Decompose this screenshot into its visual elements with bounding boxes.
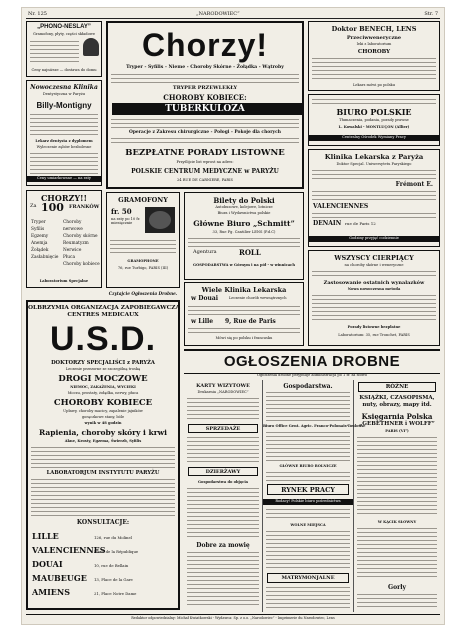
gebethner-heading: „GEBETHNER i WOLFF” bbox=[359, 421, 435, 427]
address-label: 126, rue du Molinel bbox=[94, 535, 132, 540]
wszyscy-cierpiacy-ad bbox=[308, 250, 440, 346]
list-item: Tryper bbox=[31, 220, 46, 225]
chorzy-main-section3: BEZPŁATNE PORADY LISTOWNE bbox=[125, 148, 285, 158]
biuro-top-body bbox=[312, 98, 436, 106]
dobre-body bbox=[187, 551, 259, 607]
drobne-col2 bbox=[263, 380, 366, 612]
wszyscy-footer: Laboratorium: 35, rue Tronchet, PARIS bbox=[338, 333, 410, 337]
list-item: Reumatyzm bbox=[63, 241, 89, 246]
drobne-header bbox=[184, 349, 440, 374]
klinika-body2 bbox=[312, 190, 436, 200]
wszyscy-subtitle: na choroby skórne i weneryczne bbox=[344, 263, 404, 267]
bilety-title: Bilety do Polski bbox=[213, 196, 275, 205]
dzierzawy-heading-box bbox=[188, 467, 258, 476]
list-item: Żołądek bbox=[31, 248, 49, 253]
usd-konsultacje: KONSULTACJE: bbox=[76, 519, 130, 526]
gorly-body bbox=[357, 593, 437, 609]
klinika-body3 bbox=[312, 212, 436, 218]
usd-choroby: CHOROBY KOBIECE bbox=[53, 398, 153, 408]
gramofony-title: GRAMOFONY bbox=[118, 196, 168, 204]
benech-line4: Lekarz mówi po polsku bbox=[352, 83, 396, 87]
phono-subtitle: Gramofony, płyty, części składowe bbox=[33, 32, 95, 36]
nowoczesna-line1: Lekarz dentysta z dyplomem bbox=[35, 139, 93, 143]
biuro-office: Biuro Office Gent. Agric. Franco-Polonais-Toulouse bbox=[263, 424, 366, 428]
chorzy-main-line2: TRYPER PRZEWLEKŁY bbox=[172, 85, 238, 91]
glowne-body bbox=[266, 471, 350, 481]
phono-text: Ceny najniższe — dostawa do domu bbox=[31, 68, 97, 72]
wiele-title: Wiele Klinika Lekarska bbox=[201, 286, 287, 294]
bilety-ad bbox=[184, 192, 304, 280]
wiele-subtitle: Leczenie chorób wewnętrznych bbox=[229, 296, 287, 300]
nowoczesna-footer: Ceny umiarkowane — na raty bbox=[27, 176, 101, 182]
chorzy-main-address: 24 RUE DE CARNIERE, PARIS bbox=[177, 178, 233, 182]
list-item: Choroby kobiece bbox=[63, 262, 100, 267]
klinika-body1 bbox=[312, 169, 436, 179]
usd-line1: DOKTORZY SPECJALIŚCI z PARYŻA bbox=[51, 360, 155, 366]
usd-line7: wynik w 48 godzin bbox=[84, 421, 122, 425]
chorzy-100-ad bbox=[26, 190, 102, 288]
city-label: DOUAI bbox=[32, 559, 63, 569]
usd-skin: Rapienia, choroby skóry i krwi bbox=[39, 428, 167, 437]
karty-heading: KARTY WIZYTOWE bbox=[196, 383, 250, 389]
gramofony-body bbox=[110, 239, 176, 255]
wiele-line2: 9, Rue de Paris bbox=[225, 318, 276, 325]
klinika-city2: DENAIN bbox=[313, 220, 342, 227]
czytajcie-note: Czytajcie Ogłoszenia Drobne. bbox=[108, 291, 178, 296]
benech-line2: leki z laboratorium bbox=[356, 42, 392, 46]
gramophone-icon bbox=[83, 38, 99, 56]
nowoczesna-body bbox=[30, 113, 98, 135]
wiele-body2 bbox=[188, 327, 300, 333]
chorzy-unit: FRANKÓW bbox=[69, 204, 100, 210]
matrymoniale-heading: MATRYMONJALNE bbox=[281, 575, 335, 581]
ksiazki-heading: KSIĄŻKI, CZASOPISMA, nuty, obrazy, mapy itd. bbox=[359, 395, 435, 408]
usd-top1: OLBRZYMIA ORGANIZACJA ZAPOBIEGAWCZA bbox=[28, 305, 180, 311]
drobne-col3 bbox=[354, 380, 440, 612]
sprzedaze-body bbox=[187, 436, 259, 464]
rynek-heading-box bbox=[267, 484, 349, 495]
benech-body bbox=[312, 57, 436, 81]
chorzy-left-list bbox=[31, 219, 58, 261]
list-item: Egzemy bbox=[31, 234, 49, 239]
wiele-line1: w Lille bbox=[191, 318, 214, 325]
klinika-address: rue de Paris 12 bbox=[345, 221, 376, 226]
drobne-title: OGŁOSZENIA DROBNE bbox=[223, 353, 401, 370]
chorzy-main-footer: POLSKIE CENTRUM MEDYCZNE w PARYŻU bbox=[131, 168, 279, 175]
gramofony-price: fr. 50 bbox=[111, 207, 132, 216]
address-label: 10, rue de Bellain bbox=[94, 563, 129, 568]
list-item: Choroby skórne bbox=[63, 234, 98, 239]
nowoczesna-subtitle: Dentystyczna w Paryżu bbox=[42, 92, 86, 96]
bilety-footer: GOSPODARSTWA w Górnym i na pół - w winnicach bbox=[193, 263, 295, 267]
usd-body2 bbox=[31, 478, 175, 516]
page-number: Str. 7 bbox=[424, 11, 438, 17]
record-icon bbox=[149, 211, 171, 229]
benech-line3: CHOROBY bbox=[357, 49, 391, 55]
wiele-body bbox=[188, 305, 300, 315]
chorzy-main-line3: Operacje z Zakresu chirurgiczne - Połogi - Pokoje dla chorych bbox=[129, 130, 281, 135]
chorzy-main-section1: CHOROBY KOBIECE: bbox=[163, 93, 247, 102]
wszyscy-line1: Zastosowanie ostatnich wynalazków bbox=[323, 280, 425, 286]
city-label: VALENCIENNES bbox=[32, 545, 106, 555]
chorzy-main-section2: TUBERKULOZA bbox=[165, 104, 245, 114]
rodacy-body bbox=[266, 508, 350, 520]
klinika-subtitle: Doktor Specjal. Uniwersytetu Paryskiego bbox=[336, 162, 412, 166]
rozne-heading: RÓŻNE bbox=[385, 384, 409, 390]
gramofony-line2: 76, rue Turbigo, PARIS (III) bbox=[117, 266, 169, 270]
chorzy-main-line1: Tryper - Syfilis - Nieme - Choroby Skórne - Żołądka - Wątroby bbox=[126, 65, 284, 70]
gospodarstwa-heading: Gospodarstwa do objęcia bbox=[197, 480, 249, 484]
sprzedaze-heading: SPRZEDAŻE bbox=[205, 426, 241, 432]
list-item: Płuca bbox=[63, 255, 76, 260]
bilety-address: 33, Rue Fg. Cantilier LENS (P.d.C) bbox=[212, 230, 276, 234]
gosp2-heading: Gospodarstwa. bbox=[283, 383, 333, 390]
usd-line2: Leczenie przezorne ze szczególną troską bbox=[65, 367, 141, 371]
bilety-small: ROLL bbox=[239, 248, 261, 257]
chorzy-small-title: CHORZY!! bbox=[40, 193, 88, 203]
usd-line8: Akne, Krosty, Egzema, Świerzb, Syfilis bbox=[64, 439, 142, 443]
wszyscy-line3: Porady listowne bezpłatne bbox=[347, 325, 401, 329]
klinika-title: Klinika Lekarska z Paryża bbox=[324, 153, 424, 161]
wszyscy-title: WSZYSCY CIERPIĄCY bbox=[334, 254, 414, 262]
wszyscy-line2: Nowa nowoczesna metoda bbox=[347, 287, 401, 291]
issue-number: Nr. 125 bbox=[28, 11, 47, 17]
usd-line5: Upławy, choroby macicy, zapalenie jajników bbox=[63, 409, 143, 413]
chorzy-main-line4: Przyślijcie list wprost na adres: bbox=[176, 160, 234, 164]
usd-line3: NIEMOC, ZAKAŻENIA, WYCIEKI bbox=[70, 385, 136, 389]
usd-body1 bbox=[31, 446, 175, 468]
biuro-office-body bbox=[266, 431, 350, 461]
gosp2-body bbox=[266, 391, 350, 421]
chorzy-main-body1 bbox=[111, 73, 299, 83]
list-item: Nerwice bbox=[63, 248, 82, 253]
city-label: MAUBEUGE bbox=[32, 573, 87, 583]
matrymoniale-heading-box bbox=[267, 573, 349, 583]
wolne-heading: WOLNE MIEJSCA bbox=[290, 523, 326, 527]
karty-sub: Drukarnia „NARODOWIEC” bbox=[197, 390, 249, 394]
benech-title: Doktor BENECH, LENS bbox=[331, 25, 417, 33]
city-label: AMIENS bbox=[32, 587, 70, 597]
address-label: 13, Place de la Gare bbox=[94, 577, 133, 582]
usd-line6: gorączkowe stany, bóle bbox=[81, 415, 125, 419]
nowoczesna-title: Nowoczesna Klinika bbox=[30, 84, 98, 91]
wiele-city: w Douai bbox=[191, 295, 218, 302]
chorzy-main-body3 bbox=[111, 137, 299, 145]
biuro-polskie-ad bbox=[308, 94, 440, 146]
bilety-line3: Agentura bbox=[193, 249, 217, 255]
sprzedaze-heading-box bbox=[188, 424, 258, 433]
city-label: LILLE bbox=[32, 531, 59, 541]
phono-ad bbox=[26, 21, 102, 77]
paris-line: PARIS (VI°) bbox=[385, 429, 409, 433]
list-item: Zasłabnięcie bbox=[31, 255, 59, 260]
benech-line1: Przeciwweneryczne bbox=[346, 35, 402, 41]
chorzy-main-ad bbox=[106, 21, 304, 189]
usd-line4: Moczu, prostaty, żołądka, nerwy, płuca bbox=[67, 391, 139, 395]
wiele-footer: Mówi się po polsku i francusku bbox=[215, 336, 273, 340]
matrymoniale-body bbox=[266, 586, 350, 608]
bilety-body bbox=[188, 237, 300, 247]
list-item: Syfilis bbox=[31, 227, 45, 232]
benech-ad bbox=[308, 21, 440, 91]
usd-logo: U.S.D. bbox=[49, 320, 157, 358]
biuro-title: BIURO POLSKIE bbox=[336, 107, 412, 117]
rodacy-line: Rodacy! Polskie biuro pośrednictwa bbox=[263, 499, 353, 505]
rynek-heading: RYNEK PRACY bbox=[281, 486, 335, 494]
gramofony-terms: na raty po 10 fr. miesięcznie bbox=[111, 217, 141, 226]
chorzy-za: Za bbox=[30, 203, 37, 209]
newspaper-page bbox=[22, 8, 444, 624]
page-footer: Redaktor odpowiedzialny: Michał Kwiatkowski - Wydawca: Sp. z o.o. „Narodowiec” - Imprimerie du Narodowiec, Lens bbox=[26, 614, 440, 621]
usd-addresses bbox=[94, 531, 176, 601]
rozne-body bbox=[357, 436, 437, 516]
usd-ad bbox=[26, 300, 180, 610]
chorzy-main-title: Chorzy! bbox=[141, 27, 269, 63]
gramofony-line1: GRAMOPHONE bbox=[127, 259, 159, 263]
chorzy-right-list bbox=[63, 219, 101, 268]
klinika-lekarska-ad bbox=[308, 149, 440, 247]
biuro-line2: L. Kowalski - MONTLUÇON (Allier) bbox=[338, 125, 410, 129]
biuro-line3: Centralny Ośrodek Wymiany Pracy bbox=[309, 135, 439, 141]
gorly-heading: Gorly bbox=[387, 584, 407, 591]
biuro-line1: Tłumaczenia, podania, porady prawne bbox=[339, 118, 409, 122]
list-item: Choroby nerwowe bbox=[63, 220, 83, 232]
wolne-body bbox=[266, 530, 350, 570]
karty-body bbox=[187, 397, 259, 421]
address-label: Place de la République bbox=[94, 549, 139, 554]
dzierzawy-heading: DZIERŻAWY bbox=[205, 469, 241, 475]
glowne-biuro: GŁÓWNE BIURO ROLNICZE bbox=[279, 464, 337, 468]
nowoczesna-line2: Wyleczenie zębów bezbolesne bbox=[36, 145, 92, 149]
drobne-subtitle: Ogłoszenia drobne przyjmuje administracja po 1 fr. za słowo bbox=[256, 373, 367, 377]
drobne-col1 bbox=[184, 380, 263, 612]
kacik-body bbox=[357, 527, 437, 579]
page-header bbox=[26, 10, 440, 19]
klinika-name: Frémont E. bbox=[395, 181, 433, 188]
nowoczesna-name: Billy-Montigny bbox=[36, 101, 92, 110]
nowoczesna-body2 bbox=[30, 152, 98, 174]
usd-drogi: DROGI MOCZOWE bbox=[58, 374, 148, 384]
dzierzawy-body bbox=[187, 487, 259, 539]
dobre-heading: Dobre za mowię bbox=[196, 542, 250, 549]
list-item: Anemja bbox=[31, 241, 48, 246]
bilety-line1: Autobusowe, kolejowe, lotnicze bbox=[215, 205, 273, 209]
gramofony-ad bbox=[106, 192, 180, 288]
chorzy-main-body2 bbox=[111, 118, 299, 128]
rozne-heading-box bbox=[358, 382, 436, 392]
phono-title: „PHONO-NESLAY” bbox=[37, 24, 91, 30]
paper-name: „NARODOWIEC” bbox=[196, 11, 240, 17]
ksiegarnia-heading: Księgarnia Polska bbox=[361, 412, 433, 421]
usd-lab: LABORATORJUM INSTYTUTU PARYŻU bbox=[46, 470, 160, 476]
bilety-line2: Biura i Wydawnictwa polskie bbox=[217, 211, 271, 215]
address-label: 21, Place Notre Dame bbox=[94, 591, 137, 596]
wszyscy-body1 bbox=[312, 270, 436, 278]
klinika-footer: Godziny przyjęć codziennie bbox=[309, 236, 439, 242]
chorzy-amount: 100 bbox=[41, 201, 64, 214]
kacik-heading: W KĄCIK SŁOWNY bbox=[377, 520, 417, 524]
wiele-klinika-ad bbox=[184, 282, 304, 346]
usd-top2: CENTRES MEDICAUX bbox=[67, 312, 139, 318]
klinika-city1: VALENCIENNES bbox=[313, 203, 369, 210]
chorzy-small-footer: Laboratorium Specjalne bbox=[39, 279, 89, 283]
wszyscy-body2 bbox=[312, 294, 436, 322]
nowoczesna-klinika-ad bbox=[26, 80, 102, 186]
phono-body bbox=[30, 40, 79, 64]
bilety-main: Główne Biuro „Schmitt” bbox=[193, 219, 295, 228]
